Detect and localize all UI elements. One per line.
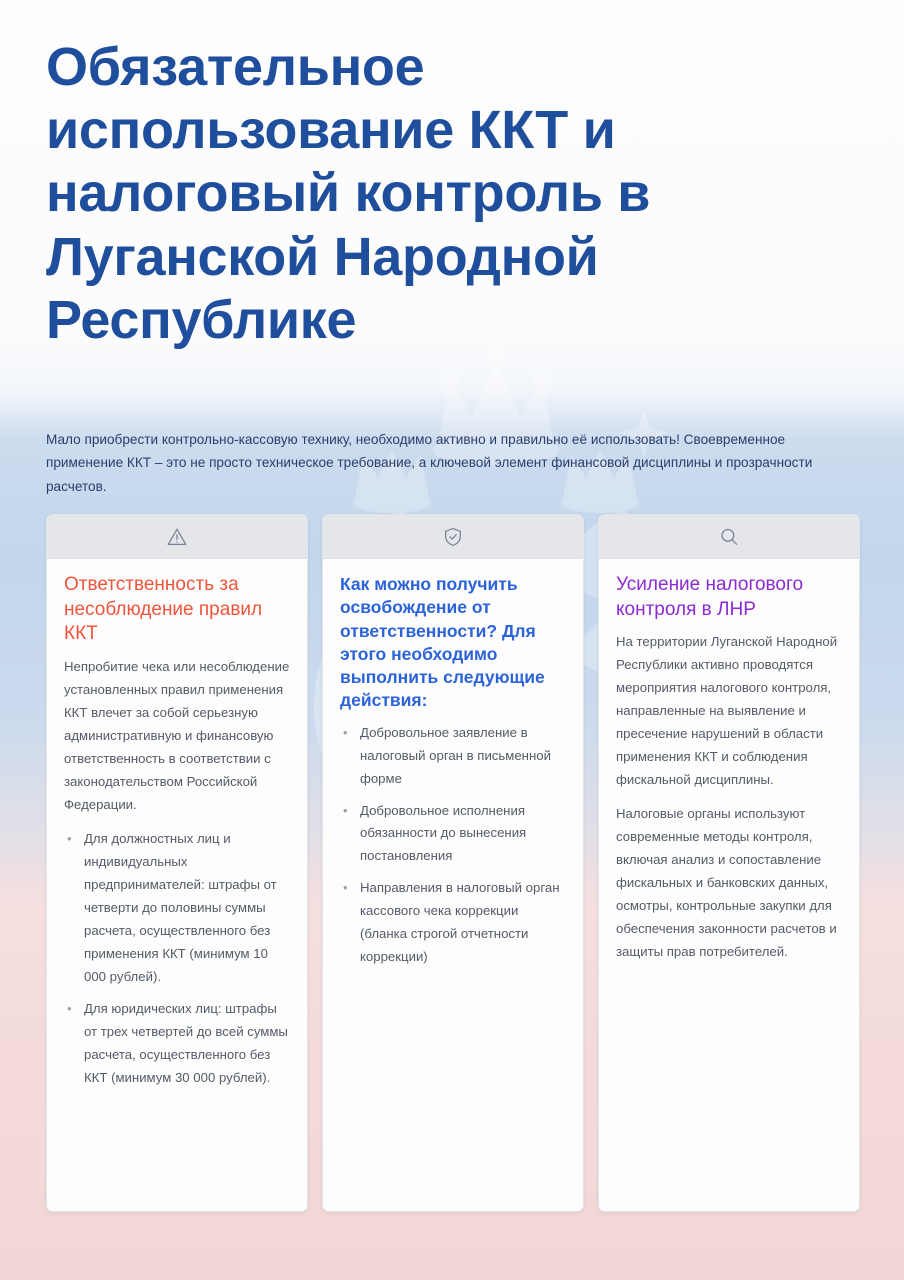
page-title: Обязательное использование ККТ и налоговый контроль в Луганской Народной Республике <box>46 37 651 350</box>
shield-check-icon <box>442 526 464 548</box>
list-item: • Для должностных лиц и индивидуальных предпринимателей: штрафы от четверти до половины суммы расчета, осуществленного без применения ККТ (минимум 10 000 рублей). <box>81 828 290 989</box>
card-header <box>323 515 583 559</box>
list-item: • Добровольное исполнения обязанности до вынесения постановления <box>357 800 566 869</box>
warning-triangle-icon <box>166 526 188 548</box>
list-item: • Добровольное заявление в налоговый орган в письменной форме <box>357 722 566 791</box>
card-responsibility[interactable] <box>46 514 308 1212</box>
card-grid <box>46 514 860 1212</box>
card-tax-control[interactable] <box>598 514 860 1212</box>
card-body <box>47 559 307 1211</box>
list-item: • Направления в налоговый орган кассового чека коррекции (бланка строгой отчетности коррекции) <box>357 877 566 969</box>
card-body <box>599 559 859 1211</box>
card-header <box>599 515 859 559</box>
card-paragraph: На территории Луганской Народной Республики активно проводятся мероприятия налогового контроля, направленные на выявление и пресечение нарушений в области применения ККТ и соблюдения фискальной дисциплины. <box>616 634 838 788</box>
card-title: Усиление налогового контроля в ЛНР <box>616 574 804 620</box>
card-body <box>323 559 583 1211</box>
card-title: Как можно получить освобождение от ответственности? Для этого необходимо выполнить следующие действия: <box>340 574 545 711</box>
card-bullet-list <box>64 828 290 1090</box>
page-lede: Мало приобрести контрольно-кассовую технику, необходимо активно и правильно её использовать! Своевременное применение ККТ – это не просто техническое требование, а ключевой элемент финансовой дисциплины и прозрачности расчетов. <box>46 432 813 494</box>
list-item: • Для юридических лиц: штрафы от трех четвертей до всей суммы расчета, осуществленного без ККТ (минимум 30 000 рублей). <box>81 998 290 1090</box>
card-exemption[interactable] <box>322 514 584 1212</box>
card-paragraph: Налоговые органы используют современные методы контроля, включая анализ и сопоставление фискальных и банковских данных, осмотры, контрольные закупки для обеспечения законности расчетов и защиты прав потребителей. <box>616 806 837 959</box>
card-header <box>47 515 307 559</box>
card-bullet-list <box>340 722 566 970</box>
magnifier-icon <box>718 526 740 548</box>
card-title: Ответственность за несоблюдение правил ККТ <box>64 574 263 645</box>
card-paragraph: Непробитие чека или несоблюдение установленных правил применения ККТ влечет за собой серьезную административную и финансовую ответственность в соответствии с законодательством Российской Федерации. <box>64 659 290 812</box>
